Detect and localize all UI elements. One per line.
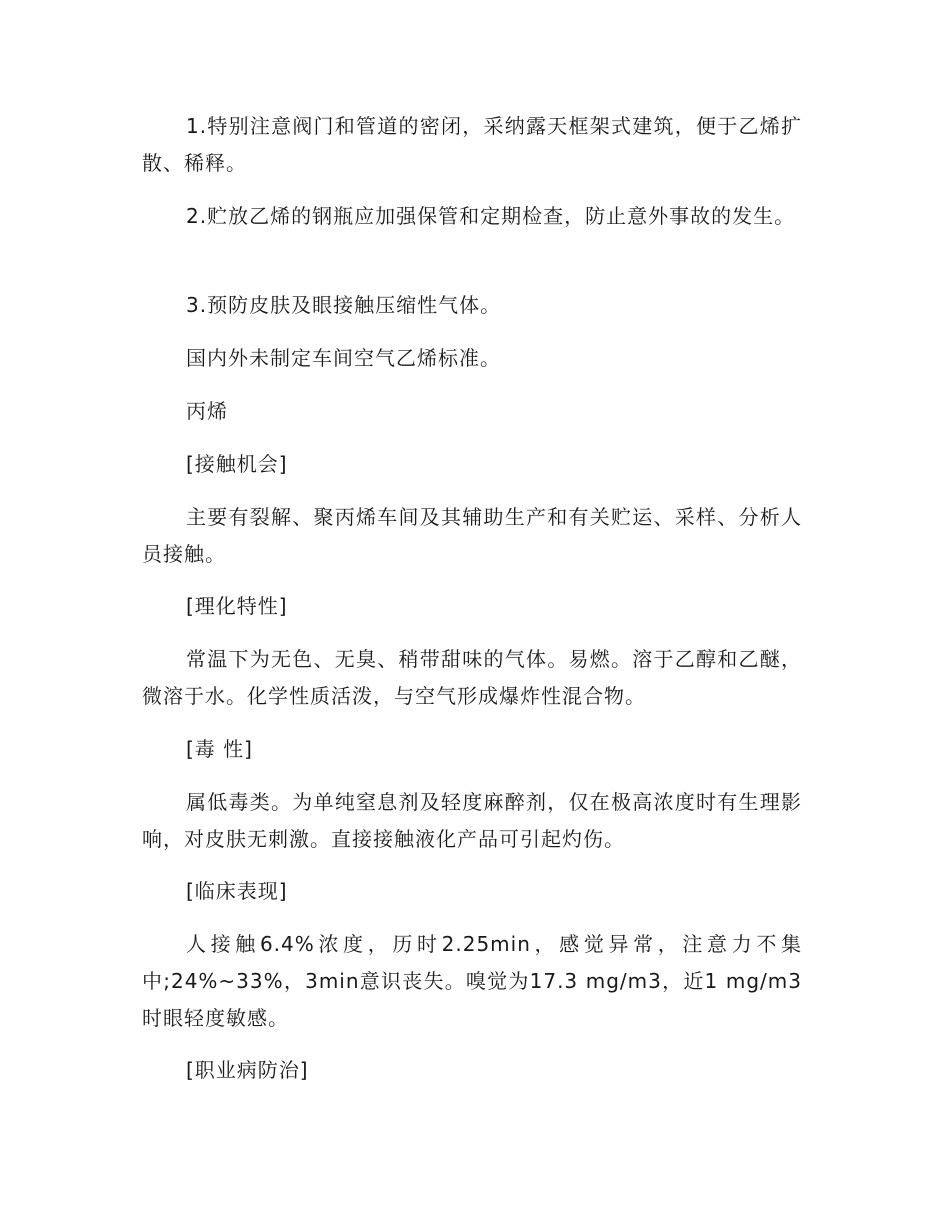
heading-prevention: [职业病防治]	[186, 1058, 309, 1082]
paragraph-standard: 国内外未制定车间空气乙烯标准。	[186, 346, 501, 370]
paragraph-measure-3: 3.预防皮肤及眼接触压缩性气体。	[186, 293, 502, 317]
paragraph-exposure: 主要有裂解、聚丙烯车间及其辅助生产和有关贮运、采样、分析人员接触。	[142, 505, 802, 566]
heading-properties: [理化特性]	[186, 594, 288, 618]
heading-clinical: [临床表现]	[186, 879, 288, 903]
paragraph-clinical: 人接触6.4%浓度，历时2.25min，感觉异常，注意力不集中;24%~33%，3min意识丧失。嗅觉为17.3 mg/m3，近1 mg/m3时眼轻度敏感。	[142, 932, 802, 1030]
heading-exposure: [接触机会]	[186, 452, 288, 476]
paragraph-measure-2: 2.贮放乙烯的钢瓶应加强保管和定期检查，防止意外事故的发生。	[186, 204, 796, 228]
paragraph-toxicity: 属低毒类。为单纯窒息剂及轻度麻醉剂，仅在极高浓度时有生理影响，对皮肤无刺激。直接接触液化产品可引起灼伤。	[142, 790, 802, 851]
paragraph-measure-1: 1.特别注意阀门和管道的密闭，采纳露天框架式建筑，便于乙烯扩散、稀释。	[142, 114, 802, 175]
paragraph-properties: 常温下为无色、无臭、稍带甜味的气体。易燃。溶于乙醇和乙醚，微溶于水。化学性质活泼，与空气形成爆炸性混合物。	[142, 647, 802, 708]
section-title-propylene: 丙烯	[186, 399, 228, 423]
heading-toxicity: [毒 性]	[186, 737, 253, 761]
